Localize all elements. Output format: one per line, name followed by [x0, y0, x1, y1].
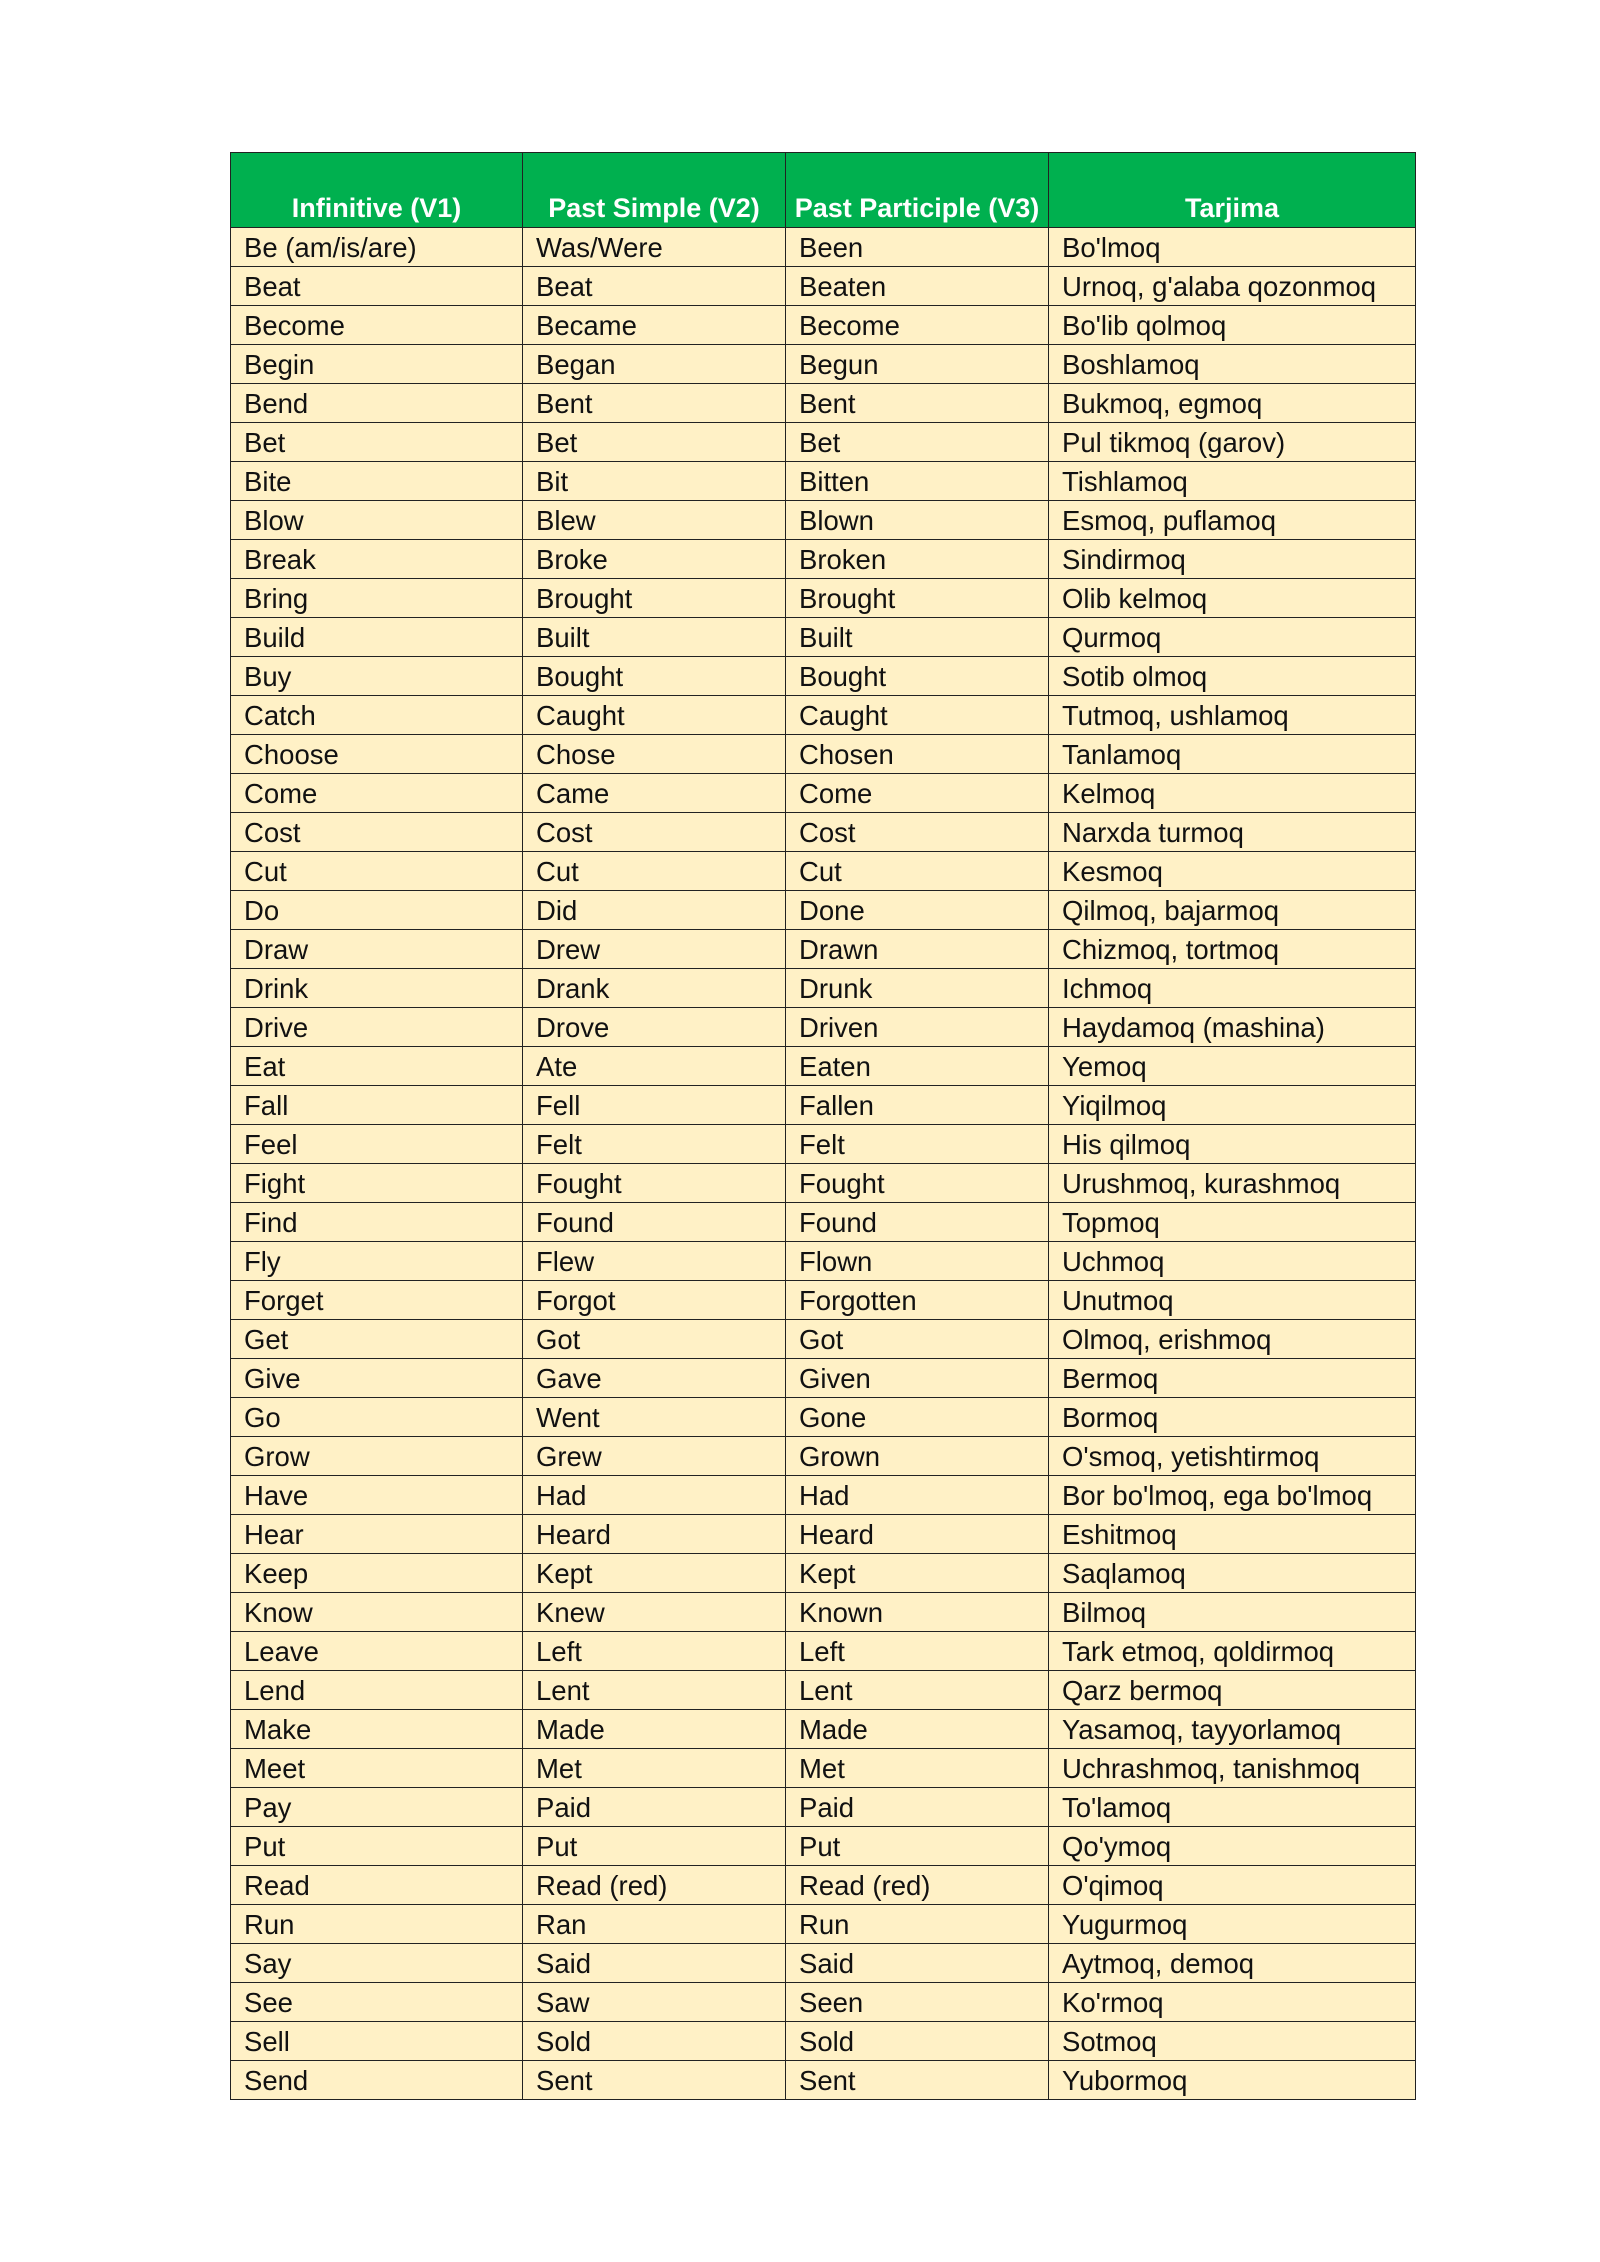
- cell-past-participle: Bet: [786, 423, 1049, 462]
- cell-translation: Bermoq: [1049, 1359, 1416, 1398]
- table-row: [231, 1086, 1416, 1125]
- table-row: [231, 540, 1416, 579]
- cell-past-participle: Flown: [786, 1242, 1049, 1281]
- header-infinitive: Infinitive (V1): [231, 153, 523, 228]
- cell-past-simple: Brought: [523, 579, 786, 618]
- table-row: [231, 306, 1416, 345]
- cell-translation: Yemoq: [1049, 1047, 1416, 1086]
- cell-translation: O'qimoq: [1049, 1866, 1416, 1905]
- table-row: [231, 1905, 1416, 1944]
- cell-past-simple: Bit: [523, 462, 786, 501]
- table-row: [231, 1320, 1416, 1359]
- cell-past-simple: Came: [523, 774, 786, 813]
- cell-past-participle: Bitten: [786, 462, 1049, 501]
- cell-infinitive: Become: [231, 306, 523, 345]
- cell-translation: Uchrashmoq, tanishmoq: [1049, 1749, 1416, 1788]
- cell-infinitive: Forget: [231, 1281, 523, 1320]
- table-row: [231, 1593, 1416, 1632]
- cell-past-participle: Sent: [786, 2061, 1049, 2100]
- cell-past-simple: Drank: [523, 969, 786, 1008]
- cell-past-simple: Bent: [523, 384, 786, 423]
- cell-infinitive: Be (am/is/are): [231, 228, 523, 267]
- table-row: [231, 2061, 1416, 2100]
- cell-past-simple: Cut: [523, 852, 786, 891]
- cell-translation: Urnoq, g'alaba qozonmoq: [1049, 267, 1416, 306]
- cell-past-participle: Chosen: [786, 735, 1049, 774]
- cell-past-participle: Made: [786, 1710, 1049, 1749]
- table-row: [231, 267, 1416, 306]
- cell-past-participle: Built: [786, 618, 1049, 657]
- cell-past-simple: Lent: [523, 1671, 786, 1710]
- cell-past-participle: Kept: [786, 1554, 1049, 1593]
- table-row: [231, 1398, 1416, 1437]
- cell-translation: His qilmoq: [1049, 1125, 1416, 1164]
- table-row: [231, 696, 1416, 735]
- table-header: [231, 153, 1416, 228]
- cell-translation: To'lamoq: [1049, 1788, 1416, 1827]
- table-body: [231, 228, 1416, 2100]
- cell-translation: Urushmoq, kurashmoq: [1049, 1164, 1416, 1203]
- table-row: [231, 1827, 1416, 1866]
- cell-infinitive: Bring: [231, 579, 523, 618]
- cell-past-participle: Met: [786, 1749, 1049, 1788]
- table-row: [231, 462, 1416, 501]
- cell-past-simple: Got: [523, 1320, 786, 1359]
- header-past-simple: Past Simple (V2): [523, 153, 786, 228]
- table-row: [231, 1164, 1416, 1203]
- cell-translation: Esmoq, puflamoq: [1049, 501, 1416, 540]
- cell-past-participle: Blown: [786, 501, 1049, 540]
- cell-infinitive: Say: [231, 1944, 523, 1983]
- table-row: [231, 1788, 1416, 1827]
- cell-infinitive: Choose: [231, 735, 523, 774]
- cell-translation: Bormoq: [1049, 1398, 1416, 1437]
- cell-past-participle: Given: [786, 1359, 1049, 1398]
- cell-past-participle: Broken: [786, 540, 1049, 579]
- cell-past-simple: Gave: [523, 1359, 786, 1398]
- cell-past-simple: Heard: [523, 1515, 786, 1554]
- cell-past-simple: Felt: [523, 1125, 786, 1164]
- cell-past-simple: Saw: [523, 1983, 786, 2022]
- cell-past-participle: Cost: [786, 813, 1049, 852]
- cell-past-simple: Read (red): [523, 1866, 786, 1905]
- table-row: [231, 228, 1416, 267]
- cell-translation: Eshitmoq: [1049, 1515, 1416, 1554]
- cell-infinitive: Beat: [231, 267, 523, 306]
- cell-past-participle: Run: [786, 1905, 1049, 1944]
- cell-infinitive: Leave: [231, 1632, 523, 1671]
- cell-infinitive: Bet: [231, 423, 523, 462]
- table-row: [231, 345, 1416, 384]
- cell-infinitive: Do: [231, 891, 523, 930]
- cell-past-simple: Found: [523, 1203, 786, 1242]
- cell-past-simple: Met: [523, 1749, 786, 1788]
- cell-past-simple: Beat: [523, 267, 786, 306]
- cell-translation: Sotmoq: [1049, 2022, 1416, 2061]
- cell-past-simple: Drew: [523, 930, 786, 969]
- cell-infinitive: Send: [231, 2061, 523, 2100]
- cell-infinitive: Drink: [231, 969, 523, 1008]
- cell-infinitive: Fall: [231, 1086, 523, 1125]
- cell-past-participle: Become: [786, 306, 1049, 345]
- cell-infinitive: Feel: [231, 1125, 523, 1164]
- table-row: [231, 1203, 1416, 1242]
- cell-past-participle: Had: [786, 1476, 1049, 1515]
- cell-translation: Unutmoq: [1049, 1281, 1416, 1320]
- table-row: [231, 1554, 1416, 1593]
- cell-translation: Ko'rmoq: [1049, 1983, 1416, 2022]
- cell-past-simple: Put: [523, 1827, 786, 1866]
- cell-infinitive: Come: [231, 774, 523, 813]
- cell-past-participle: Sold: [786, 2022, 1049, 2061]
- table-row: [231, 384, 1416, 423]
- cell-infinitive: Lend: [231, 1671, 523, 1710]
- table-row: [231, 1008, 1416, 1047]
- cell-infinitive: Eat: [231, 1047, 523, 1086]
- cell-past-simple: Was/Were: [523, 228, 786, 267]
- cell-translation: Bo'lib qolmoq: [1049, 306, 1416, 345]
- table-row: [231, 1359, 1416, 1398]
- cell-translation: Haydamoq (mashina): [1049, 1008, 1416, 1047]
- cell-past-participle: Cut: [786, 852, 1049, 891]
- cell-infinitive: Hear: [231, 1515, 523, 1554]
- cell-past-simple: Became: [523, 306, 786, 345]
- cell-infinitive: Go: [231, 1398, 523, 1437]
- cell-infinitive: Make: [231, 1710, 523, 1749]
- cell-past-participle: Driven: [786, 1008, 1049, 1047]
- header-translation: Tarjima: [1049, 153, 1416, 228]
- cell-past-participle: Put: [786, 1827, 1049, 1866]
- table-row: [231, 1437, 1416, 1476]
- cell-translation: Aytmoq, demoq: [1049, 1944, 1416, 1983]
- cell-infinitive: Catch: [231, 696, 523, 735]
- cell-past-simple: Left: [523, 1632, 786, 1671]
- cell-infinitive: Build: [231, 618, 523, 657]
- cell-infinitive: Get: [231, 1320, 523, 1359]
- header-row: [231, 153, 1416, 228]
- cell-past-simple: Broke: [523, 540, 786, 579]
- table-row: [231, 1710, 1416, 1749]
- cell-infinitive: Run: [231, 1905, 523, 1944]
- table-row: [231, 1632, 1416, 1671]
- cell-past-simple: Bought: [523, 657, 786, 696]
- cell-past-participle: Paid: [786, 1788, 1049, 1827]
- cell-past-simple: Drove: [523, 1008, 786, 1047]
- cell-past-participle: Heard: [786, 1515, 1049, 1554]
- table-row: [231, 1944, 1416, 1983]
- cell-translation: Sotib olmoq: [1049, 657, 1416, 696]
- cell-past-simple: Ate: [523, 1047, 786, 1086]
- cell-translation: Yugurmoq: [1049, 1905, 1416, 1944]
- cell-infinitive: Keep: [231, 1554, 523, 1593]
- cell-past-simple: Went: [523, 1398, 786, 1437]
- cell-past-participle: Begun: [786, 345, 1049, 384]
- table-row: [231, 891, 1416, 930]
- cell-past-simple: Cost: [523, 813, 786, 852]
- cell-past-participle: Found: [786, 1203, 1049, 1242]
- cell-translation: Bor bo'lmoq, ega bo'lmoq: [1049, 1476, 1416, 1515]
- cell-past-participle: Seen: [786, 1983, 1049, 2022]
- cell-past-participle: Drunk: [786, 969, 1049, 1008]
- cell-translation: Qo'ymoq: [1049, 1827, 1416, 1866]
- cell-past-simple: Flew: [523, 1242, 786, 1281]
- cell-infinitive: Bite: [231, 462, 523, 501]
- cell-infinitive: See: [231, 1983, 523, 2022]
- cell-translation: Bilmoq: [1049, 1593, 1416, 1632]
- cell-past-participle: Bent: [786, 384, 1049, 423]
- cell-infinitive: Blow: [231, 501, 523, 540]
- cell-infinitive: Cost: [231, 813, 523, 852]
- cell-past-simple: Made: [523, 1710, 786, 1749]
- cell-translation: Qarz bermoq: [1049, 1671, 1416, 1710]
- cell-infinitive: Find: [231, 1203, 523, 1242]
- cell-translation: O'smoq, yetishtirmoq: [1049, 1437, 1416, 1476]
- cell-infinitive: Buy: [231, 657, 523, 696]
- cell-infinitive: Draw: [231, 930, 523, 969]
- table-row: [231, 852, 1416, 891]
- cell-past-simple: Caught: [523, 696, 786, 735]
- verb-table: [230, 152, 1416, 2100]
- cell-translation: Yiqilmoq: [1049, 1086, 1416, 1125]
- cell-translation: Tanlamoq: [1049, 735, 1416, 774]
- cell-past-participle: Said: [786, 1944, 1049, 1983]
- cell-infinitive: Put: [231, 1827, 523, 1866]
- table-row: [231, 1047, 1416, 1086]
- cell-translation: Yubormoq: [1049, 2061, 1416, 2100]
- cell-past-participle: Beaten: [786, 267, 1049, 306]
- cell-past-simple: Forgot: [523, 1281, 786, 1320]
- cell-infinitive: Bend: [231, 384, 523, 423]
- cell-translation: Olmoq, erishmoq: [1049, 1320, 1416, 1359]
- cell-infinitive: Meet: [231, 1749, 523, 1788]
- cell-infinitive: Grow: [231, 1437, 523, 1476]
- cell-past-participle: Fallen: [786, 1086, 1049, 1125]
- table-row: [231, 1749, 1416, 1788]
- cell-past-simple: Fell: [523, 1086, 786, 1125]
- cell-past-simple: Chose: [523, 735, 786, 774]
- cell-past-participle: Bought: [786, 657, 1049, 696]
- cell-translation: Ichmoq: [1049, 969, 1416, 1008]
- cell-past-participle: Left: [786, 1632, 1049, 1671]
- table-row: [231, 1983, 1416, 2022]
- cell-past-participle: Eaten: [786, 1047, 1049, 1086]
- table-row: [231, 969, 1416, 1008]
- cell-translation: Kelmoq: [1049, 774, 1416, 813]
- cell-translation: Bo'lmoq: [1049, 228, 1416, 267]
- cell-past-participle: Brought: [786, 579, 1049, 618]
- cell-translation: Qilmoq, bajarmoq: [1049, 891, 1416, 930]
- table-row: [231, 1125, 1416, 1164]
- cell-past-participle: Forgotten: [786, 1281, 1049, 1320]
- cell-translation: Narxda turmoq: [1049, 813, 1416, 852]
- cell-translation: Tishlamoq: [1049, 462, 1416, 501]
- cell-past-simple: Ran: [523, 1905, 786, 1944]
- cell-past-simple: Had: [523, 1476, 786, 1515]
- cell-past-participle: Felt: [786, 1125, 1049, 1164]
- cell-past-participle: Fought: [786, 1164, 1049, 1203]
- table-row: [231, 1866, 1416, 1905]
- cell-past-participle: Got: [786, 1320, 1049, 1359]
- table-row: [231, 1515, 1416, 1554]
- cell-past-simple: Did: [523, 891, 786, 930]
- cell-translation: Tark etmoq, qoldirmoq: [1049, 1632, 1416, 1671]
- table-row: [231, 774, 1416, 813]
- cell-infinitive: Fly: [231, 1242, 523, 1281]
- cell-past-participle: Read (red): [786, 1866, 1049, 1905]
- cell-past-simple: Fought: [523, 1164, 786, 1203]
- cell-past-simple: Kept: [523, 1554, 786, 1593]
- cell-translation: Kesmoq: [1049, 852, 1416, 891]
- table-row: [231, 2022, 1416, 2061]
- cell-translation: Boshlamoq: [1049, 345, 1416, 384]
- table-row: [231, 1281, 1416, 1320]
- table-row: [231, 618, 1416, 657]
- cell-translation: Qurmoq: [1049, 618, 1416, 657]
- header-past-participle: Past Participle (V3): [786, 153, 1049, 228]
- cell-infinitive: Pay: [231, 1788, 523, 1827]
- cell-translation: Saqlamoq: [1049, 1554, 1416, 1593]
- cell-past-participle: Drawn: [786, 930, 1049, 969]
- table-row: [231, 735, 1416, 774]
- table-row: [231, 1671, 1416, 1710]
- table-row: [231, 657, 1416, 696]
- cell-past-simple: Grew: [523, 1437, 786, 1476]
- cell-past-simple: Sold: [523, 2022, 786, 2061]
- cell-infinitive: Give: [231, 1359, 523, 1398]
- cell-past-simple: Began: [523, 345, 786, 384]
- cell-translation: Pul tikmoq (garov): [1049, 423, 1416, 462]
- cell-past-simple: Sent: [523, 2061, 786, 2100]
- table-row: [231, 579, 1416, 618]
- cell-infinitive: Have: [231, 1476, 523, 1515]
- cell-past-simple: Built: [523, 618, 786, 657]
- cell-translation: Chizmoq, tortmoq: [1049, 930, 1416, 969]
- cell-infinitive: Sell: [231, 2022, 523, 2061]
- cell-past-participle: Known: [786, 1593, 1049, 1632]
- cell-past-participle: Caught: [786, 696, 1049, 735]
- cell-infinitive: Read: [231, 1866, 523, 1905]
- cell-translation: Sindirmoq: [1049, 540, 1416, 579]
- cell-translation: Uchmoq: [1049, 1242, 1416, 1281]
- cell-past-participle: Come: [786, 774, 1049, 813]
- cell-past-participle: Done: [786, 891, 1049, 930]
- cell-past-participle: Been: [786, 228, 1049, 267]
- table-row: [231, 1476, 1416, 1515]
- cell-past-simple: Said: [523, 1944, 786, 1983]
- table-row: [231, 813, 1416, 852]
- table-row: [231, 423, 1416, 462]
- cell-past-participle: Grown: [786, 1437, 1049, 1476]
- table-row: [231, 930, 1416, 969]
- cell-translation: Topmoq: [1049, 1203, 1416, 1242]
- cell-past-simple: Paid: [523, 1788, 786, 1827]
- cell-infinitive: Know: [231, 1593, 523, 1632]
- table-row: [231, 501, 1416, 540]
- cell-infinitive: Drive: [231, 1008, 523, 1047]
- cell-past-participle: Gone: [786, 1398, 1049, 1437]
- cell-translation: Tutmoq, ushlamoq: [1049, 696, 1416, 735]
- cell-infinitive: Break: [231, 540, 523, 579]
- cell-past-simple: Bet: [523, 423, 786, 462]
- cell-past-participle: Lent: [786, 1671, 1049, 1710]
- cell-infinitive: Begin: [231, 345, 523, 384]
- cell-infinitive: Cut: [231, 852, 523, 891]
- cell-translation: Yasamoq, tayyorlamoq: [1049, 1710, 1416, 1749]
- cell-infinitive: Fight: [231, 1164, 523, 1203]
- cell-translation: Olib kelmoq: [1049, 579, 1416, 618]
- cell-past-simple: Knew: [523, 1593, 786, 1632]
- cell-translation: Bukmoq, egmoq: [1049, 384, 1416, 423]
- table-row: [231, 1242, 1416, 1281]
- cell-past-simple: Blew: [523, 501, 786, 540]
